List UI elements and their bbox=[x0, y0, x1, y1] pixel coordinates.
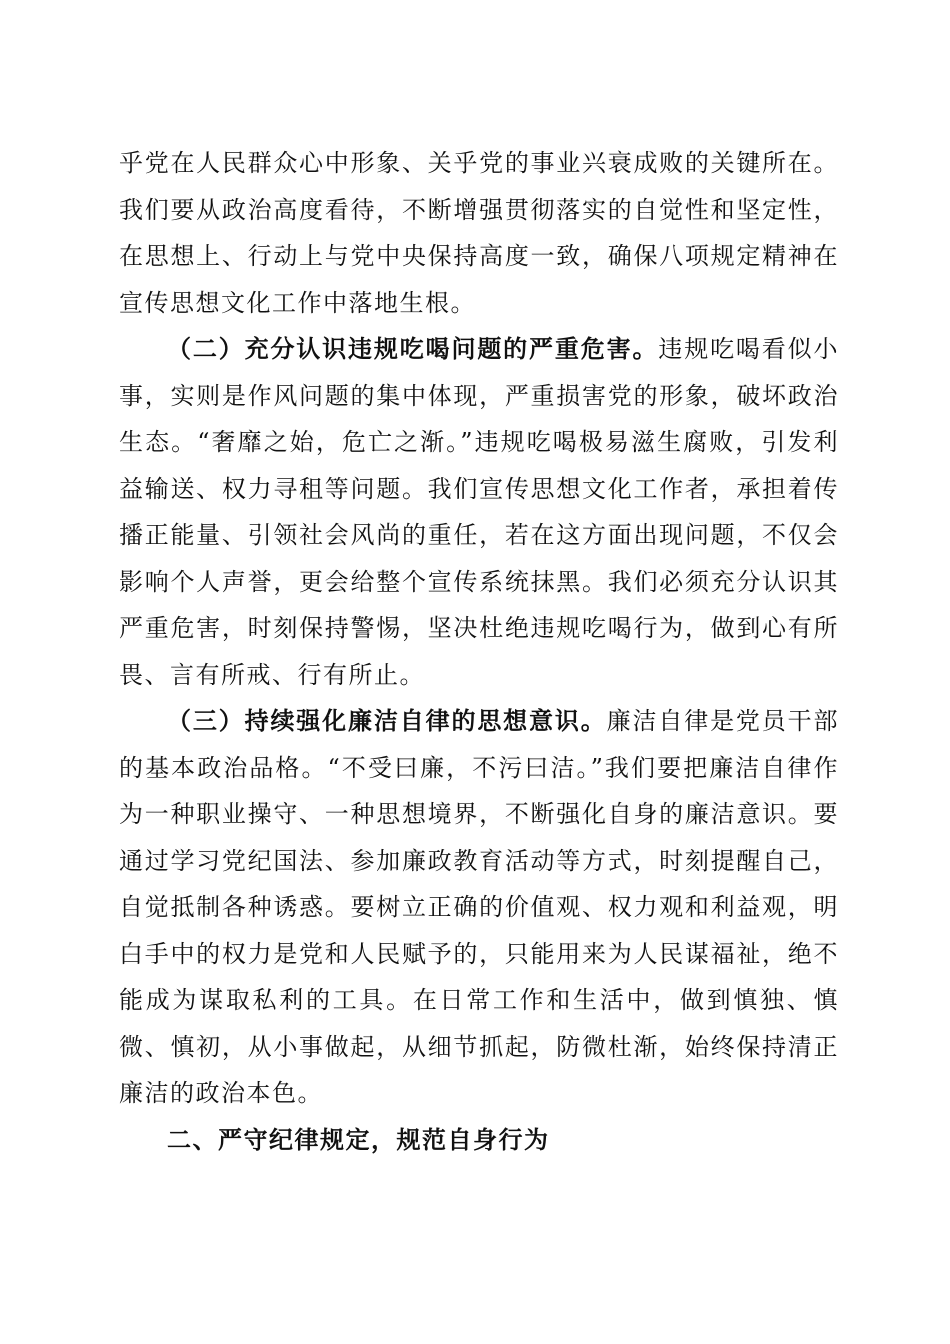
section-lead-2: （二）充分认识违规吃喝问题的严重危害。 bbox=[167, 335, 659, 363]
paragraph-text: 廉洁自律是党员干部的基本政治品格。“不受曰廉，不污曰洁。”我们要把廉洁自律作为一种职业操守、一种思想境界，不断强化自身的廉洁意识。要通过学习党纪国法、参加廉政教育活动等方式，时刻提醒自己，自觉抵制各种诱惑。要树立正确的价值观、权力观和利益观，明白手中的权力是党和人民赋予的，只能用来为人民谋福祉，绝不能成为谋取私利的工具。在日常工作和生活中，做到慎独、慎微、慎初，从小事做起，从细节抓起，防微杜渐，始终保持清正廉洁的政治本色。 bbox=[119, 707, 840, 1107]
paragraph-continuation bbox=[119, 140, 839, 326]
paragraph-section-3 bbox=[119, 698, 839, 1117]
paragraph-text: 乎党在人民群众心中形象、关乎党的事业兴衰成败的关键所在。我们要从政治高度看待，不断增强贯彻落实的自觉性和坚定性，在思想上、行动上与党中央保持高度一致，确保八项规定精神在宣传思想文化工作中落地生根。 bbox=[119, 149, 839, 317]
section-heading: 二、严守纪律规定，规范自身行为 bbox=[167, 1125, 550, 1154]
section-lead-3: （三）持续强化廉洁自律的思想意识。 bbox=[167, 707, 607, 735]
document-page bbox=[119, 140, 839, 1163]
paragraph-section-2 bbox=[119, 326, 839, 698]
paragraph-text: 违规吃喝看似小事，实则是作风问题的集中体现，严重损害党的形象，破坏政治生态。“奢靡之始，危亡之渐。”违规吃喝极易滋生腐败，引发利益输送、权力寻租等问题。我们宣传思想文化工作者，承担着传播正能量、引领社会风尚的重任，若在这方面出现问题，不仅会影响个人声誉，更会给整个宣传系统抹黑。我们必须充分认识其严重危害，时刻保持警惕，坚决杜绝违规吃喝行为，做到心有所畏、言有所戒、行有所止。 bbox=[119, 335, 840, 689]
